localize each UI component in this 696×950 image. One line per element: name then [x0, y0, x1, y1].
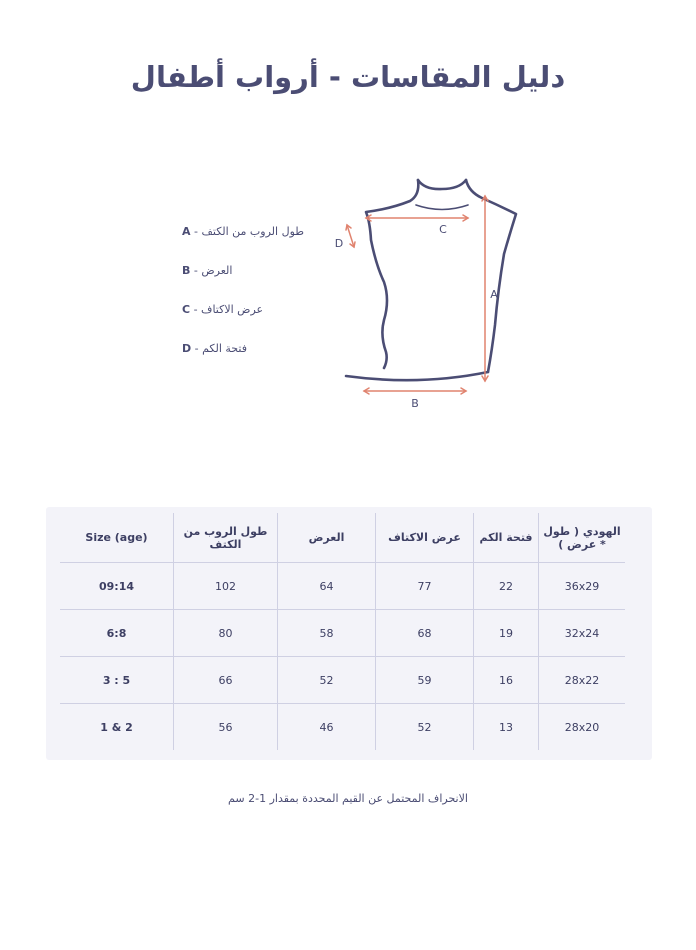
legend-text: طول الروب من الكتف — [201, 225, 305, 238]
cell-length: 66 — [174, 657, 278, 704]
table-row — [60, 610, 625, 657]
label-a: A — [490, 288, 498, 301]
header-size: Size (age) — [60, 513, 174, 563]
cell-size: 6:8 — [60, 610, 174, 657]
legend-item-d: D - فتحة الكم — [182, 342, 247, 355]
cell-hoodie: 28x22 — [539, 657, 626, 704]
cell-shoulders: 52 — [376, 704, 474, 751]
cell-sleeve: 19 — [474, 610, 539, 657]
legend-letter: B — [182, 264, 191, 277]
size-table — [60, 513, 625, 750]
cell-sleeve: 22 — [474, 563, 539, 610]
cell-shoulders: 68 — [376, 610, 474, 657]
cell-width: 64 — [278, 563, 376, 610]
table-row — [60, 704, 625, 751]
table-row — [60, 657, 625, 704]
label-b: B — [411, 397, 419, 410]
header-shoulders: عرض الاكتاف — [376, 513, 474, 563]
measure-arrows — [346, 196, 488, 394]
cell-sleeve: 13 — [474, 704, 539, 751]
cell-length: 80 — [174, 610, 278, 657]
cell-size: 3 : 5 — [60, 657, 174, 704]
header-width: العرض — [278, 513, 376, 563]
header-length: طول الروب من الكتف — [174, 513, 278, 563]
label-c: C — [439, 223, 447, 236]
legend-item-c: C - عرض الاكتاف — [182, 303, 264, 316]
tolerance-note: الانحراف المحتمل عن القيم المحددة بمقدار 1-2 سم — [228, 792, 468, 805]
legend-item-a: A - طول الروب من الكتف — [182, 225, 305, 238]
legend-letter: A — [182, 225, 191, 238]
cell-width: 52 — [278, 657, 376, 704]
legend-text: العرض — [201, 264, 233, 277]
header-hoodie: الهودي ( طول * عرض ) — [539, 513, 626, 563]
cell-size: 09:14 — [60, 563, 174, 610]
legend-text: عرض الاكتاف — [201, 303, 264, 316]
cell-size: 1 & 2 — [60, 704, 174, 751]
robe-outline — [346, 180, 516, 380]
cell-shoulders: 59 — [376, 657, 474, 704]
cell-sleeve: 16 — [474, 657, 539, 704]
cell-hoodie: 36x29 — [539, 563, 626, 610]
cell-hoodie: 32x24 — [539, 610, 626, 657]
table-row — [60, 563, 625, 610]
cell-hoodie: 28x20 — [539, 704, 626, 751]
cell-length: 102 — [174, 563, 278, 610]
page-title: دليل المقاسات - أرواب أطفال — [130, 60, 566, 94]
label-d: D — [334, 237, 344, 250]
legend-letter: D — [182, 342, 192, 355]
legend-letter: C — [182, 303, 191, 316]
cell-width: 46 — [278, 704, 376, 751]
cell-width: 58 — [278, 610, 376, 657]
legend-text: فتحة الكم — [202, 342, 247, 355]
size-table-panel — [46, 507, 652, 760]
cell-shoulders: 77 — [376, 563, 474, 610]
robe-diagram — [330, 170, 530, 415]
legend-item-b: B - العرض — [182, 264, 233, 277]
header-sleeve: فتحة الكم — [474, 513, 539, 563]
cell-length: 56 — [174, 704, 278, 751]
table-header-row — [60, 513, 625, 563]
